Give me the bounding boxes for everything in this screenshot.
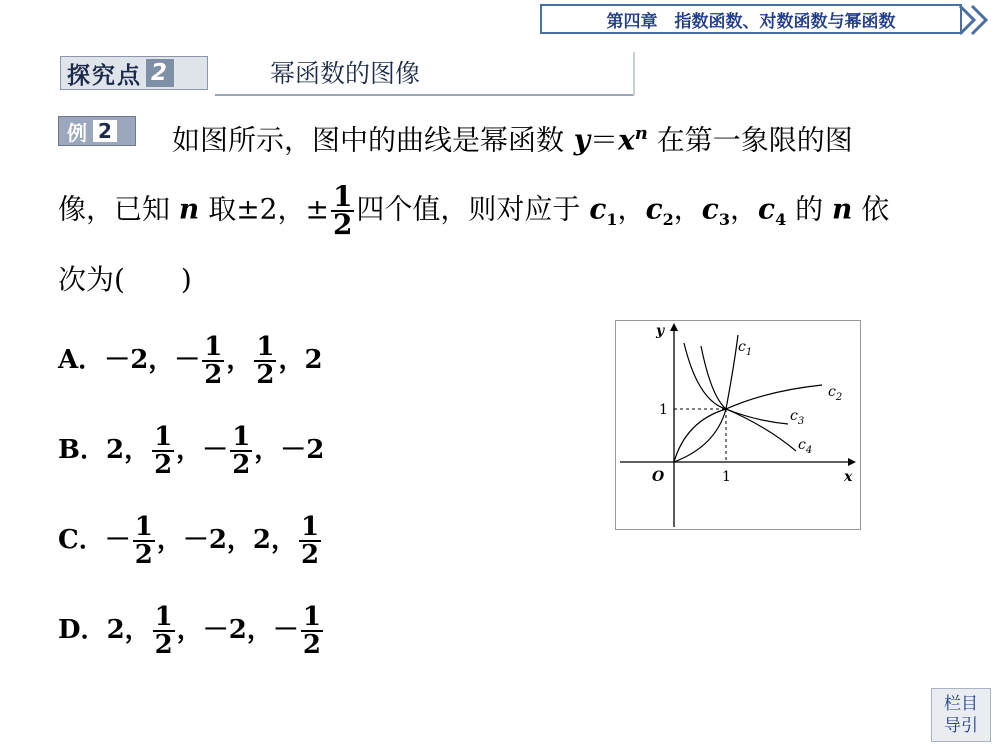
denominator: 2 <box>154 630 173 660</box>
fraction-half <box>301 604 323 658</box>
numerator: 1 <box>302 602 321 632</box>
nav-label: 导引 <box>944 716 978 736</box>
option-text: ，－ <box>176 435 229 465</box>
denominator: 2 <box>256 360 275 390</box>
fraction-half <box>331 180 354 241</box>
c4-label <box>798 437 812 456</box>
y-one-label: 1 <box>659 402 668 418</box>
var-c: c <box>589 192 607 226</box>
c-sub: 3 <box>797 416 805 427</box>
option-label: A． <box>58 345 105 375</box>
c3-label <box>790 408 804 427</box>
fraction-half <box>254 334 276 388</box>
c-letter: c <box>790 408 798 424</box>
y-axis-label: y <box>656 323 665 339</box>
text: 像，已知 <box>58 192 171 226</box>
option-text: 2， <box>105 435 151 465</box>
var-c: c <box>701 192 719 226</box>
topic-title: 幂函数的图像 <box>270 59 421 88</box>
text: 的 <box>795 192 824 226</box>
fraction-half <box>152 424 174 478</box>
numerator: 1 <box>154 422 173 452</box>
numerator: 1 <box>134 512 153 542</box>
var-c: c <box>645 192 663 226</box>
numerator: 1 <box>332 180 353 213</box>
sep: ， <box>673 192 702 226</box>
denominator: 2 <box>204 360 223 390</box>
example-number: 2 <box>93 120 117 142</box>
nav-label: 栏目 <box>944 694 978 714</box>
nav-guide-button[interactable] <box>931 688 991 742</box>
sub: 1 <box>606 210 618 230</box>
c-sub: 2 <box>835 392 843 403</box>
option-text: ，－2 <box>254 435 325 465</box>
topic-heading <box>55 50 635 98</box>
chapter-title: 第四章 指数函数、对数函数与幂函数 <box>606 11 896 32</box>
fraction-half <box>202 334 224 388</box>
c-letter: c <box>738 339 746 355</box>
x-axis-label: x <box>844 469 853 485</box>
denominator: 2 <box>232 450 251 480</box>
text: 次为( ) <box>58 263 192 296</box>
chapter-header <box>540 4 962 34</box>
x-one-label: 1 <box>722 469 731 485</box>
denominator: 2 <box>154 450 173 480</box>
option-a[interactable] <box>58 334 323 388</box>
c-letter: c <box>828 384 836 400</box>
option-text: ，－2，－ <box>176 615 299 645</box>
fraction-half <box>133 514 155 568</box>
sub: 4 <box>775 210 787 230</box>
option-label: B． <box>58 435 106 465</box>
var-c: c <box>758 192 776 226</box>
option-label: C． <box>58 525 105 555</box>
fraction-half <box>299 514 321 568</box>
denominator: 2 <box>302 630 321 660</box>
var-x: x <box>618 123 635 157</box>
divider <box>215 94 635 96</box>
sep: ， <box>617 192 646 226</box>
var-y: y <box>573 123 591 157</box>
fraction-half <box>230 424 252 478</box>
question-line-3 <box>58 260 192 300</box>
fraction-half <box>153 604 175 658</box>
option-b[interactable] <box>58 424 324 478</box>
numerator: 1 <box>256 332 275 362</box>
text: 在第一象限的图 <box>656 123 853 157</box>
text: 如图所示，图中的曲线是幂函数 <box>172 123 565 157</box>
c2-label <box>828 384 842 403</box>
numerator: 1 <box>301 512 320 542</box>
c-sub: 4 <box>805 445 813 456</box>
equals: ＝ <box>590 123 619 157</box>
c-letter: c <box>798 437 806 453</box>
divider <box>633 52 635 96</box>
option-text: － <box>104 525 131 555</box>
origin-label: O <box>652 469 665 485</box>
topic-badge <box>60 56 208 90</box>
curve-c4 <box>684 343 796 451</box>
example-badge <box>58 116 136 146</box>
denominator: 2 <box>332 208 353 241</box>
option-text: ， <box>226 345 253 375</box>
var-n: n <box>832 192 853 226</box>
c1-label <box>738 339 752 358</box>
numerator: 1 <box>154 602 173 632</box>
x-axis-arrow <box>848 458 856 466</box>
option-label: D． <box>58 615 107 645</box>
question-line-2 <box>58 180 890 241</box>
numerator: 1 <box>204 332 223 362</box>
curve-c3 <box>701 346 788 424</box>
text: 取±2，± <box>208 192 329 226</box>
topic-number: 2 <box>146 59 174 87</box>
exp-n: n <box>634 123 648 144</box>
text: 四个值，则对应于 <box>356 192 581 226</box>
numerator: 1 <box>232 422 251 452</box>
option-d[interactable] <box>58 604 325 658</box>
denominator: 2 <box>301 540 320 570</box>
option-text: ，2 <box>278 345 323 375</box>
chevron-right-icon[interactable] <box>956 2 996 38</box>
sep: ， <box>729 192 758 226</box>
y-axis-arrow <box>670 323 678 331</box>
curve-c1 <box>674 335 738 462</box>
c-sub: 1 <box>745 347 753 358</box>
option-text: 2， <box>106 615 151 645</box>
denominator: 2 <box>134 540 153 570</box>
topic-badge-text: 探究点 <box>67 62 142 89</box>
example-label: 例 <box>67 120 87 145</box>
option-c[interactable] <box>58 514 323 568</box>
option-text: ，－2，2， <box>156 525 297 555</box>
var-n: n <box>178 192 200 226</box>
question-line-1 <box>172 114 853 160</box>
sub: 3 <box>718 210 730 230</box>
power-function-graph <box>615 320 861 530</box>
option-text: －2，－ <box>104 345 201 375</box>
text: 依 <box>861 192 890 226</box>
sub: 2 <box>662 210 674 230</box>
